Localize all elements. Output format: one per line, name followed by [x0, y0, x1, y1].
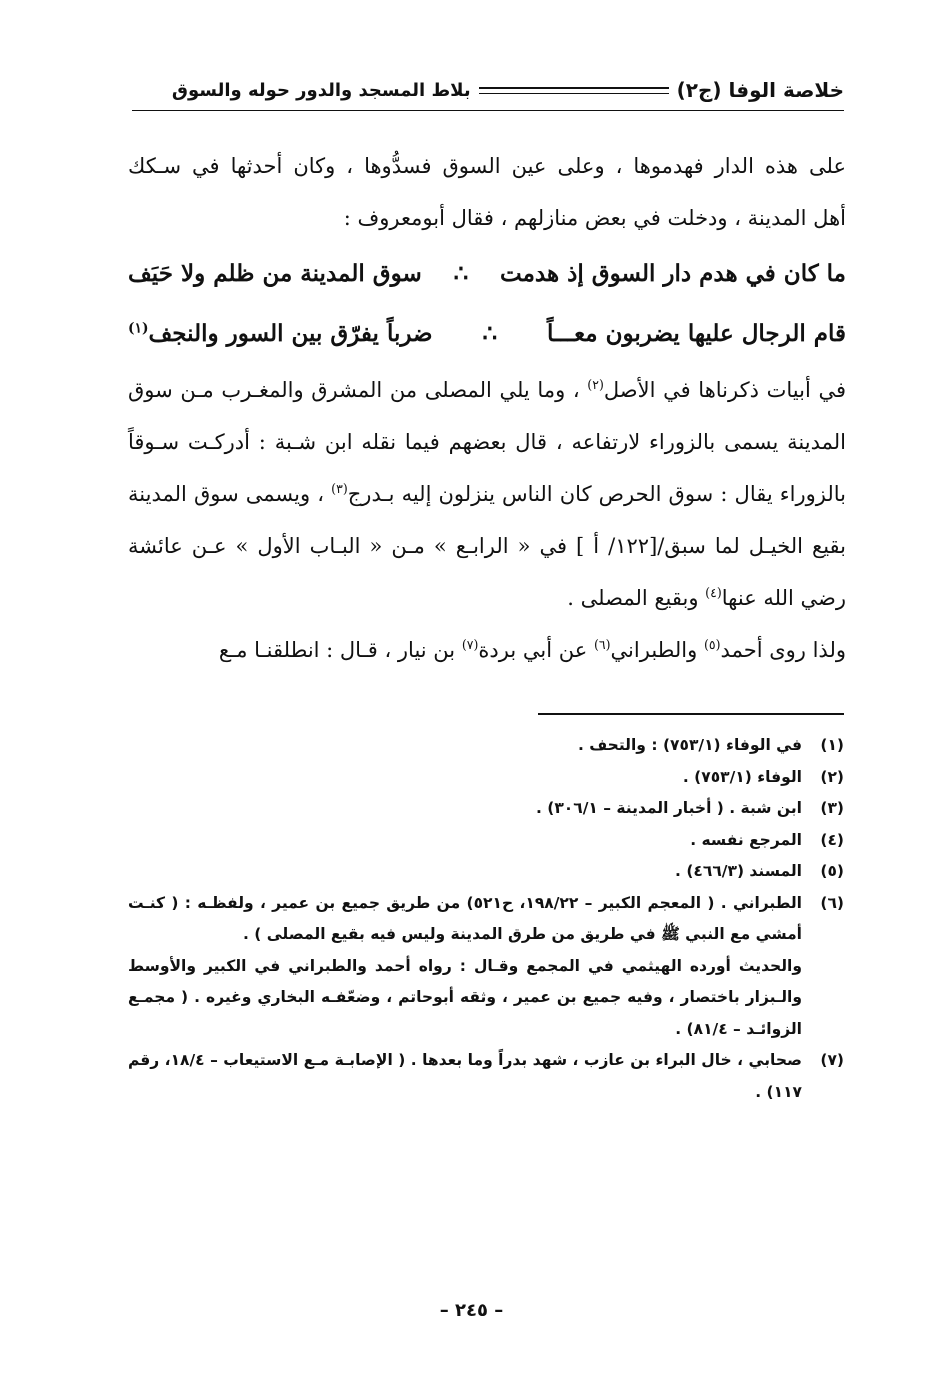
footnote-text: الطبراني . ( المعجم الكبير – ١٩٨/٢٢، ح٥٢١) من طريق جميع بن عمير ، ولفظـه : ( كنـت أمشي مع النبي ﷺ في طريق من طرق المدينة وليس فيه بقيع المصلى ) . والحديث أورده الهيثمي في المجمع وقـال : رواه أحمد والطبراني في الكبير والأوسط والـبزار باختصار ، وفيه جميع بن عمير ، وثقه أبوحاتم ، وضعّفـه البخاري وغيره . ( مجمـع الزوائـد – ٨١/٤) . — [128, 893, 802, 1038]
poem-verse — [128, 304, 846, 364]
footnote-text: المسند (٤٦٦/٣) . — [675, 862, 802, 880]
verse-first-hemistich: قام الرجال عليها يضربون معـــاً — [546, 320, 846, 347]
header-underline — [132, 110, 844, 111]
footnote-text: الوفاء (٧٥٣/١) . — [682, 767, 802, 786]
footnote-ref[interactable]: (٣) — [331, 481, 348, 496]
footnote-number: (٥) — [820, 862, 844, 880]
footnote-number: (٣) — [820, 799, 844, 817]
paragraph: ولذا روى أحمد$^{(٥)}$ والطبراني$^{(٦)}$ عن أبي بردة$^{(٧)}$ بن نيار ، قـال : انطلقنـا مـع — [218, 637, 846, 662]
footnote-ref[interactable]: (٦) — [593, 637, 611, 652]
footnote — [128, 762, 844, 794]
footnote-ref[interactable]: (٢) — [587, 377, 604, 392]
footnote-ref[interactable]: (١) — [128, 320, 149, 337]
footnote-number: (١) — [820, 736, 844, 754]
footnote-number: (٧) — [820, 1051, 844, 1069]
footnotes — [128, 730, 844, 1108]
footnote — [128, 888, 844, 1046]
footnote-number: (٦) — [820, 893, 844, 912]
verse-separator: ∴ — [482, 320, 498, 347]
verse-second-hemistich: ضرباً يفرّق بين السور والنجف$^{(١)}$ — [128, 320, 433, 347]
footnote-number: (٤) — [820, 830, 844, 849]
footnote-text: صحابي ، خال البراء بن عازب ، شهد بدراً وما بعدها . ( الإصابـة مـع الاستيعاب – ١٨/٤، رقم ١١٧) . — [128, 1051, 802, 1101]
footnote-text: المرجع نفسه . — [690, 830, 802, 849]
footnote — [128, 825, 844, 857]
footnote-text: ابن شبة . ( أخبار المدينة – ٣٠٦/١) . — [535, 799, 802, 817]
text-line: أهل المدينة ، ودخلت في بعض منازلهم ، فقال أبومعروف : — [343, 206, 846, 230]
footnote-ref[interactable]: (٥) — [703, 637, 721, 652]
book-title: خلاصة الوفا (ج٢) — [676, 78, 844, 102]
text-line: على هذه الدار فهدموها ، وعلى عين السوق فسدُّوها ، وكان أحدثها في سـكك — [128, 154, 846, 178]
footnote-ref[interactable]: (٤) — [705, 585, 722, 600]
footnote-ref[interactable]: (٧) — [461, 637, 479, 652]
footnote — [128, 1045, 844, 1108]
footnote-text: في الوفاء (٧٥٣/١) : والتحف . — [577, 736, 802, 754]
verse-second-hemistich: سوق المدينة من ظلم ولا حَيَف — [128, 260, 422, 287]
verse-separator: ∴ — [453, 260, 469, 287]
footnote-number: (٢) — [820, 767, 844, 786]
footnote — [128, 793, 844, 825]
poem-verse — [128, 244, 846, 304]
verse-first-hemistich: ما كان في هدم دار السوق إذ هدمت — [500, 260, 846, 287]
footnote-divider — [538, 713, 844, 715]
chapter-title: بلاط المسجد والدور حوله والسوق — [171, 79, 471, 101]
page-number: – ٢٤٥ – — [439, 1300, 504, 1321]
footnote — [128, 730, 844, 762]
running-header — [132, 70, 844, 110]
footnote — [128, 856, 844, 888]
main-text — [128, 140, 846, 676]
paragraph: في أبيات ذكرناها في الأصل$^{(٢)}$ ، وما يلي المصلى من المشرق والمغـرب مـن سوق المدينة يسمى بالزوراء لارتفاعه ، قال بعضهم فيما نقله ابن شـبة : أدركـت سـوقاً بالزوراء يقال : سوق الحرص كان الناس ينزلون إليه بـدرج$^{(٣)}$ ، ويسمى سوق المدينة بقيع الخيـل لما سبق/[١٢٢/ أ ] في « الرابـع » مـن « البـاب الأول » عـن عائشة رضي الله عنها$^{(٤)}$ وبقيع المصلى . — [128, 377, 847, 610]
header-rule — [479, 87, 669, 94]
footnote-continuation: والحديث أورده الهيثمي في المجمع وقـال : رواه أحمد والطبراني في الكبير والأوسط والـبزار باختصار ، وفيه جميع بن عمير ، وثقه أبوحاتم ، وضعّفـه البخاري وغيره . ( مجمـع الزوائـد – ٨١/٤) . — [128, 956, 802, 1038]
